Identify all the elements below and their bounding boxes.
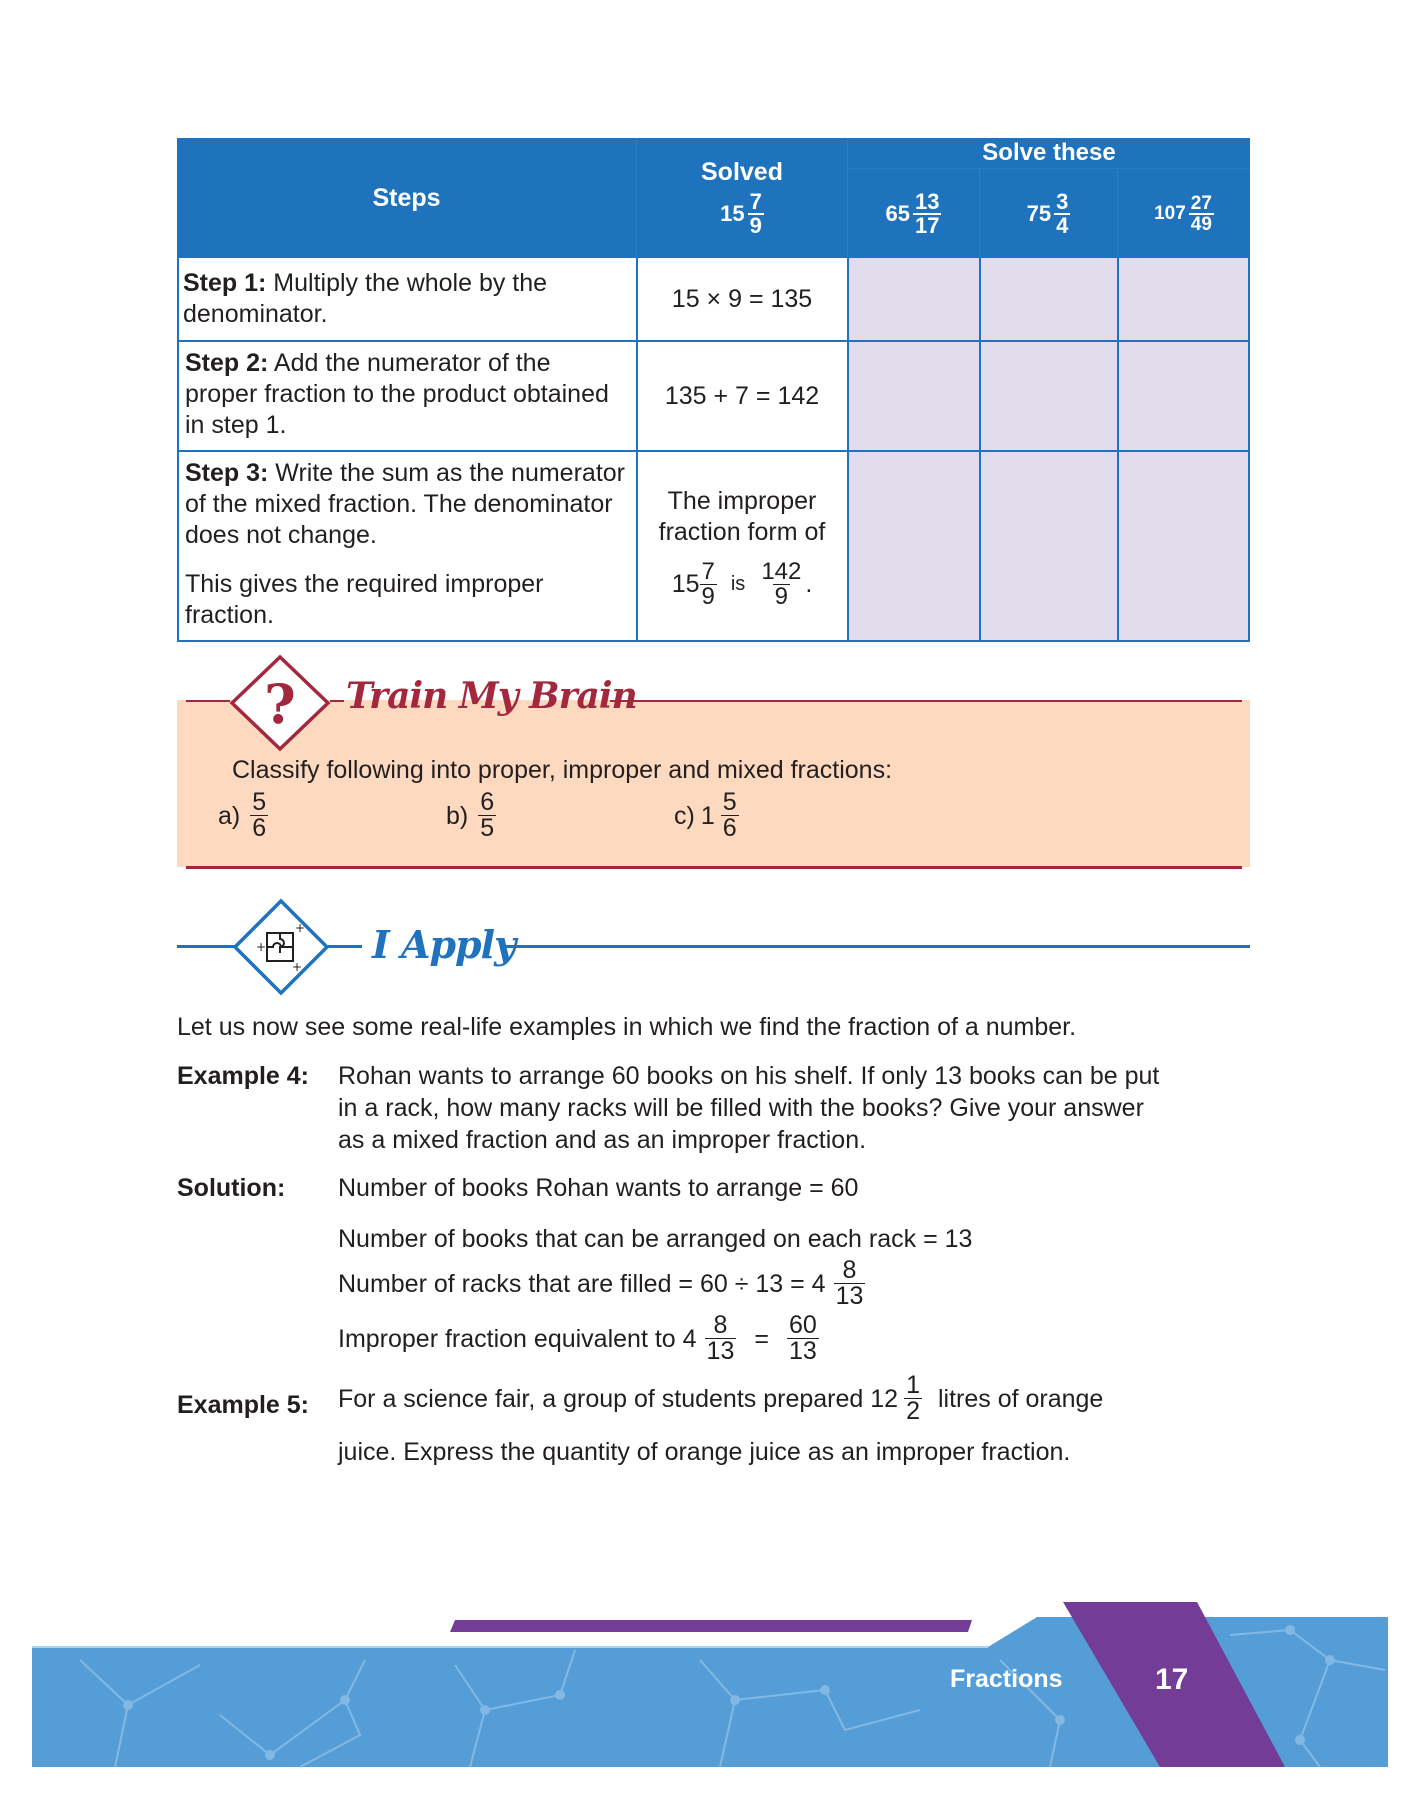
row-3-solved xyxy=(637,486,847,609)
solved-frac xyxy=(748,191,764,237)
solution-label: Solution: xyxy=(177,1174,286,1202)
tmb-b-den: 5 xyxy=(480,814,495,842)
example-4-line: Rohan wants to arrange 60 books on his shelf. If only 13 books can be put xyxy=(338,1062,1160,1090)
problem-1-num: 13 xyxy=(915,188,940,214)
footer-band xyxy=(0,1595,1421,1775)
train-my-brain-top-line xyxy=(610,700,1242,702)
header-divider xyxy=(1117,169,1118,258)
solution-line-4-equals: = xyxy=(754,1324,769,1353)
solution-line-3-text: Number of racks that are filled = 60 ÷ 13 = 4 xyxy=(338,1269,826,1298)
tmb-a-num: 5 xyxy=(252,788,267,816)
i-apply-intro: Let us now see some real-life examples in which we find the fraction of a number. xyxy=(177,1013,1077,1041)
result-num: 7 xyxy=(701,558,715,585)
tmb-item-c-frac xyxy=(721,790,739,841)
problem-2-den: 4 xyxy=(1056,212,1069,238)
svg-text:+: + xyxy=(256,940,267,954)
result-is: is xyxy=(730,573,746,595)
problem-3-num: 27 xyxy=(1190,192,1212,214)
grid-line xyxy=(177,340,1250,342)
solution-line-1: Number of books Rohan wants to arrange = 60 xyxy=(338,1174,859,1202)
row-3-step-note xyxy=(185,569,605,631)
tmb-item-b-frac xyxy=(478,790,496,841)
tmb-item-a-frac xyxy=(250,790,268,841)
problem-1-den: 17 xyxy=(915,212,940,238)
example-4-line: as a mixed fraction and as an improper fraction. xyxy=(338,1126,867,1154)
tmb-item-c-whole: 1 xyxy=(700,801,715,830)
step-3-label: Step 3: xyxy=(185,459,269,487)
tmb-item-c-label: c) xyxy=(674,801,695,830)
header-steps xyxy=(177,138,636,258)
header-problem-1 xyxy=(848,169,979,258)
svg-text:+: + xyxy=(295,921,306,935)
example-4-line: in a rack, how many racks will be filled with the books? Give your answer xyxy=(338,1094,1144,1122)
tmb-c-den: 6 xyxy=(722,814,737,842)
steps-table xyxy=(177,138,1250,642)
header-divider xyxy=(636,138,637,258)
header-steps-label: Steps xyxy=(372,183,441,212)
result-den: 9 xyxy=(701,583,715,610)
header-solve-these-label: Solve these xyxy=(982,139,1116,166)
step-1-text: Multiply the whole by the denominator. xyxy=(183,269,548,328)
train-my-brain-top-line xyxy=(186,700,230,702)
row-1-solved xyxy=(637,258,847,340)
i-apply-mid-line xyxy=(328,945,362,948)
solution-line-3-frac xyxy=(834,1258,866,1309)
tmb-item-a xyxy=(218,790,268,841)
solution-line-3 xyxy=(338,1258,865,1309)
result-imp-num: 142 xyxy=(761,558,802,585)
tmb-item-a-label: a) xyxy=(218,801,241,830)
ex5-den: 2 xyxy=(906,1397,920,1425)
solution-line-2: Number of books that can be arranged on each rack = 13 xyxy=(338,1225,973,1253)
step-2-text: Add the numerator of the proper fraction to the product obtained in step 1. xyxy=(185,349,609,439)
tmb-c-num: 5 xyxy=(722,788,737,816)
tmb-item-b xyxy=(446,790,496,841)
line4-result-den: 13 xyxy=(788,1337,817,1365)
header-divider xyxy=(979,169,980,258)
row-2-step xyxy=(185,348,625,441)
step-1-label: Step 1: xyxy=(183,269,267,297)
solution-line-4-result xyxy=(787,1313,819,1364)
tmb-b-num: 6 xyxy=(480,788,495,816)
step-2-label: Step 2: xyxy=(185,349,269,377)
example-4-label: Example 4: xyxy=(177,1062,310,1090)
result-whole: 15 xyxy=(671,570,700,598)
tmb-item-c xyxy=(674,790,739,841)
problem-1-frac xyxy=(913,188,941,238)
tmb-a-den: 6 xyxy=(252,814,267,842)
page-number: 17 xyxy=(1155,1663,1189,1696)
train-my-brain-title: Train My Brain xyxy=(346,675,637,717)
solved-whole: 15 xyxy=(720,201,745,226)
ex5-num: 1 xyxy=(906,1371,920,1399)
example-5-line-2: juice. Express the quantity of orange juice as an improper fraction. xyxy=(338,1438,1071,1466)
footer-purple-bar xyxy=(450,1620,972,1632)
header-solved-label: Solved xyxy=(701,158,783,186)
step-3-solved-text: The improper fraction form of xyxy=(658,487,826,546)
i-apply-left-line xyxy=(177,945,235,948)
result-improper-frac xyxy=(759,560,803,609)
solution-line-4-frac xyxy=(705,1313,737,1364)
solution-line-4 xyxy=(338,1313,819,1364)
row-2-solved xyxy=(637,341,847,451)
header-divider xyxy=(847,138,848,258)
line3-num: 8 xyxy=(842,1256,857,1284)
line4-num: 8 xyxy=(713,1311,728,1339)
solved-num: 7 xyxy=(749,189,762,214)
problem-3-frac xyxy=(1189,194,1214,234)
header-divider xyxy=(848,168,1250,169)
tmb-item-b-label: b) xyxy=(446,801,469,830)
result-period: . xyxy=(805,570,813,598)
header-solve-these xyxy=(848,138,1250,168)
grid-line xyxy=(177,450,1250,452)
train-my-brain-bottom-line xyxy=(186,866,1242,869)
problem-1-whole: 65 xyxy=(885,200,910,226)
problem-3-den: 49 xyxy=(1190,213,1212,235)
solution-line-4-text: Improper fraction equivalent to 4 xyxy=(338,1324,697,1353)
line4-result-num: 60 xyxy=(788,1311,817,1339)
i-apply-title: I Apply xyxy=(372,922,516,967)
line4-den: 13 xyxy=(706,1337,735,1365)
question-mark-icon xyxy=(229,654,331,752)
grid-line xyxy=(177,640,1250,642)
solved-den: 9 xyxy=(749,213,762,238)
header-problem-2 xyxy=(980,169,1117,258)
step-3-text: Write the sum as the numerator of the mixed fraction. The denominator does not change. xyxy=(185,459,625,549)
example-5-text-b: litres of orange xyxy=(937,1384,1104,1413)
svg-text:?: ? xyxy=(264,672,296,736)
i-apply-right-line xyxy=(503,945,1250,948)
row-1-step xyxy=(183,268,628,330)
step-1-solved: 15 × 9 = 135 xyxy=(671,284,813,313)
example-5-label: Example 5: xyxy=(177,1391,310,1419)
line3-den: 13 xyxy=(835,1282,864,1310)
header-solved xyxy=(637,138,847,258)
step-2-solved: 135 + 7 = 142 xyxy=(664,381,820,410)
train-my-brain-top-line xyxy=(330,700,344,702)
example-5-text-a: For a science fair, a group of students prepared 12 xyxy=(338,1384,899,1413)
step-3-note: This gives the required improper fraction. xyxy=(185,570,544,629)
step-3-result xyxy=(637,560,847,609)
svg-text:+: + xyxy=(292,960,303,974)
result-mixed-frac xyxy=(700,560,717,609)
problem-2-whole: 75 xyxy=(1026,200,1052,226)
problem-2-frac xyxy=(1054,188,1070,238)
example-5-frac xyxy=(904,1373,922,1424)
solved-fraction xyxy=(637,191,847,237)
row-3-step xyxy=(185,458,633,551)
example-5-line-1 xyxy=(338,1373,1103,1424)
example-4-text xyxy=(338,1060,1159,1156)
footer-chapter-title: Fractions xyxy=(950,1665,1063,1693)
problem-3-whole: 107 xyxy=(1154,202,1186,224)
problem-2-num: 3 xyxy=(1056,188,1069,214)
puzzle-icon xyxy=(232,898,330,996)
header-problem-3 xyxy=(1118,169,1250,258)
result-imp-den: 9 xyxy=(774,583,789,610)
train-my-brain-prompt: Classify following into proper, improper and mixed fractions: xyxy=(232,756,893,784)
